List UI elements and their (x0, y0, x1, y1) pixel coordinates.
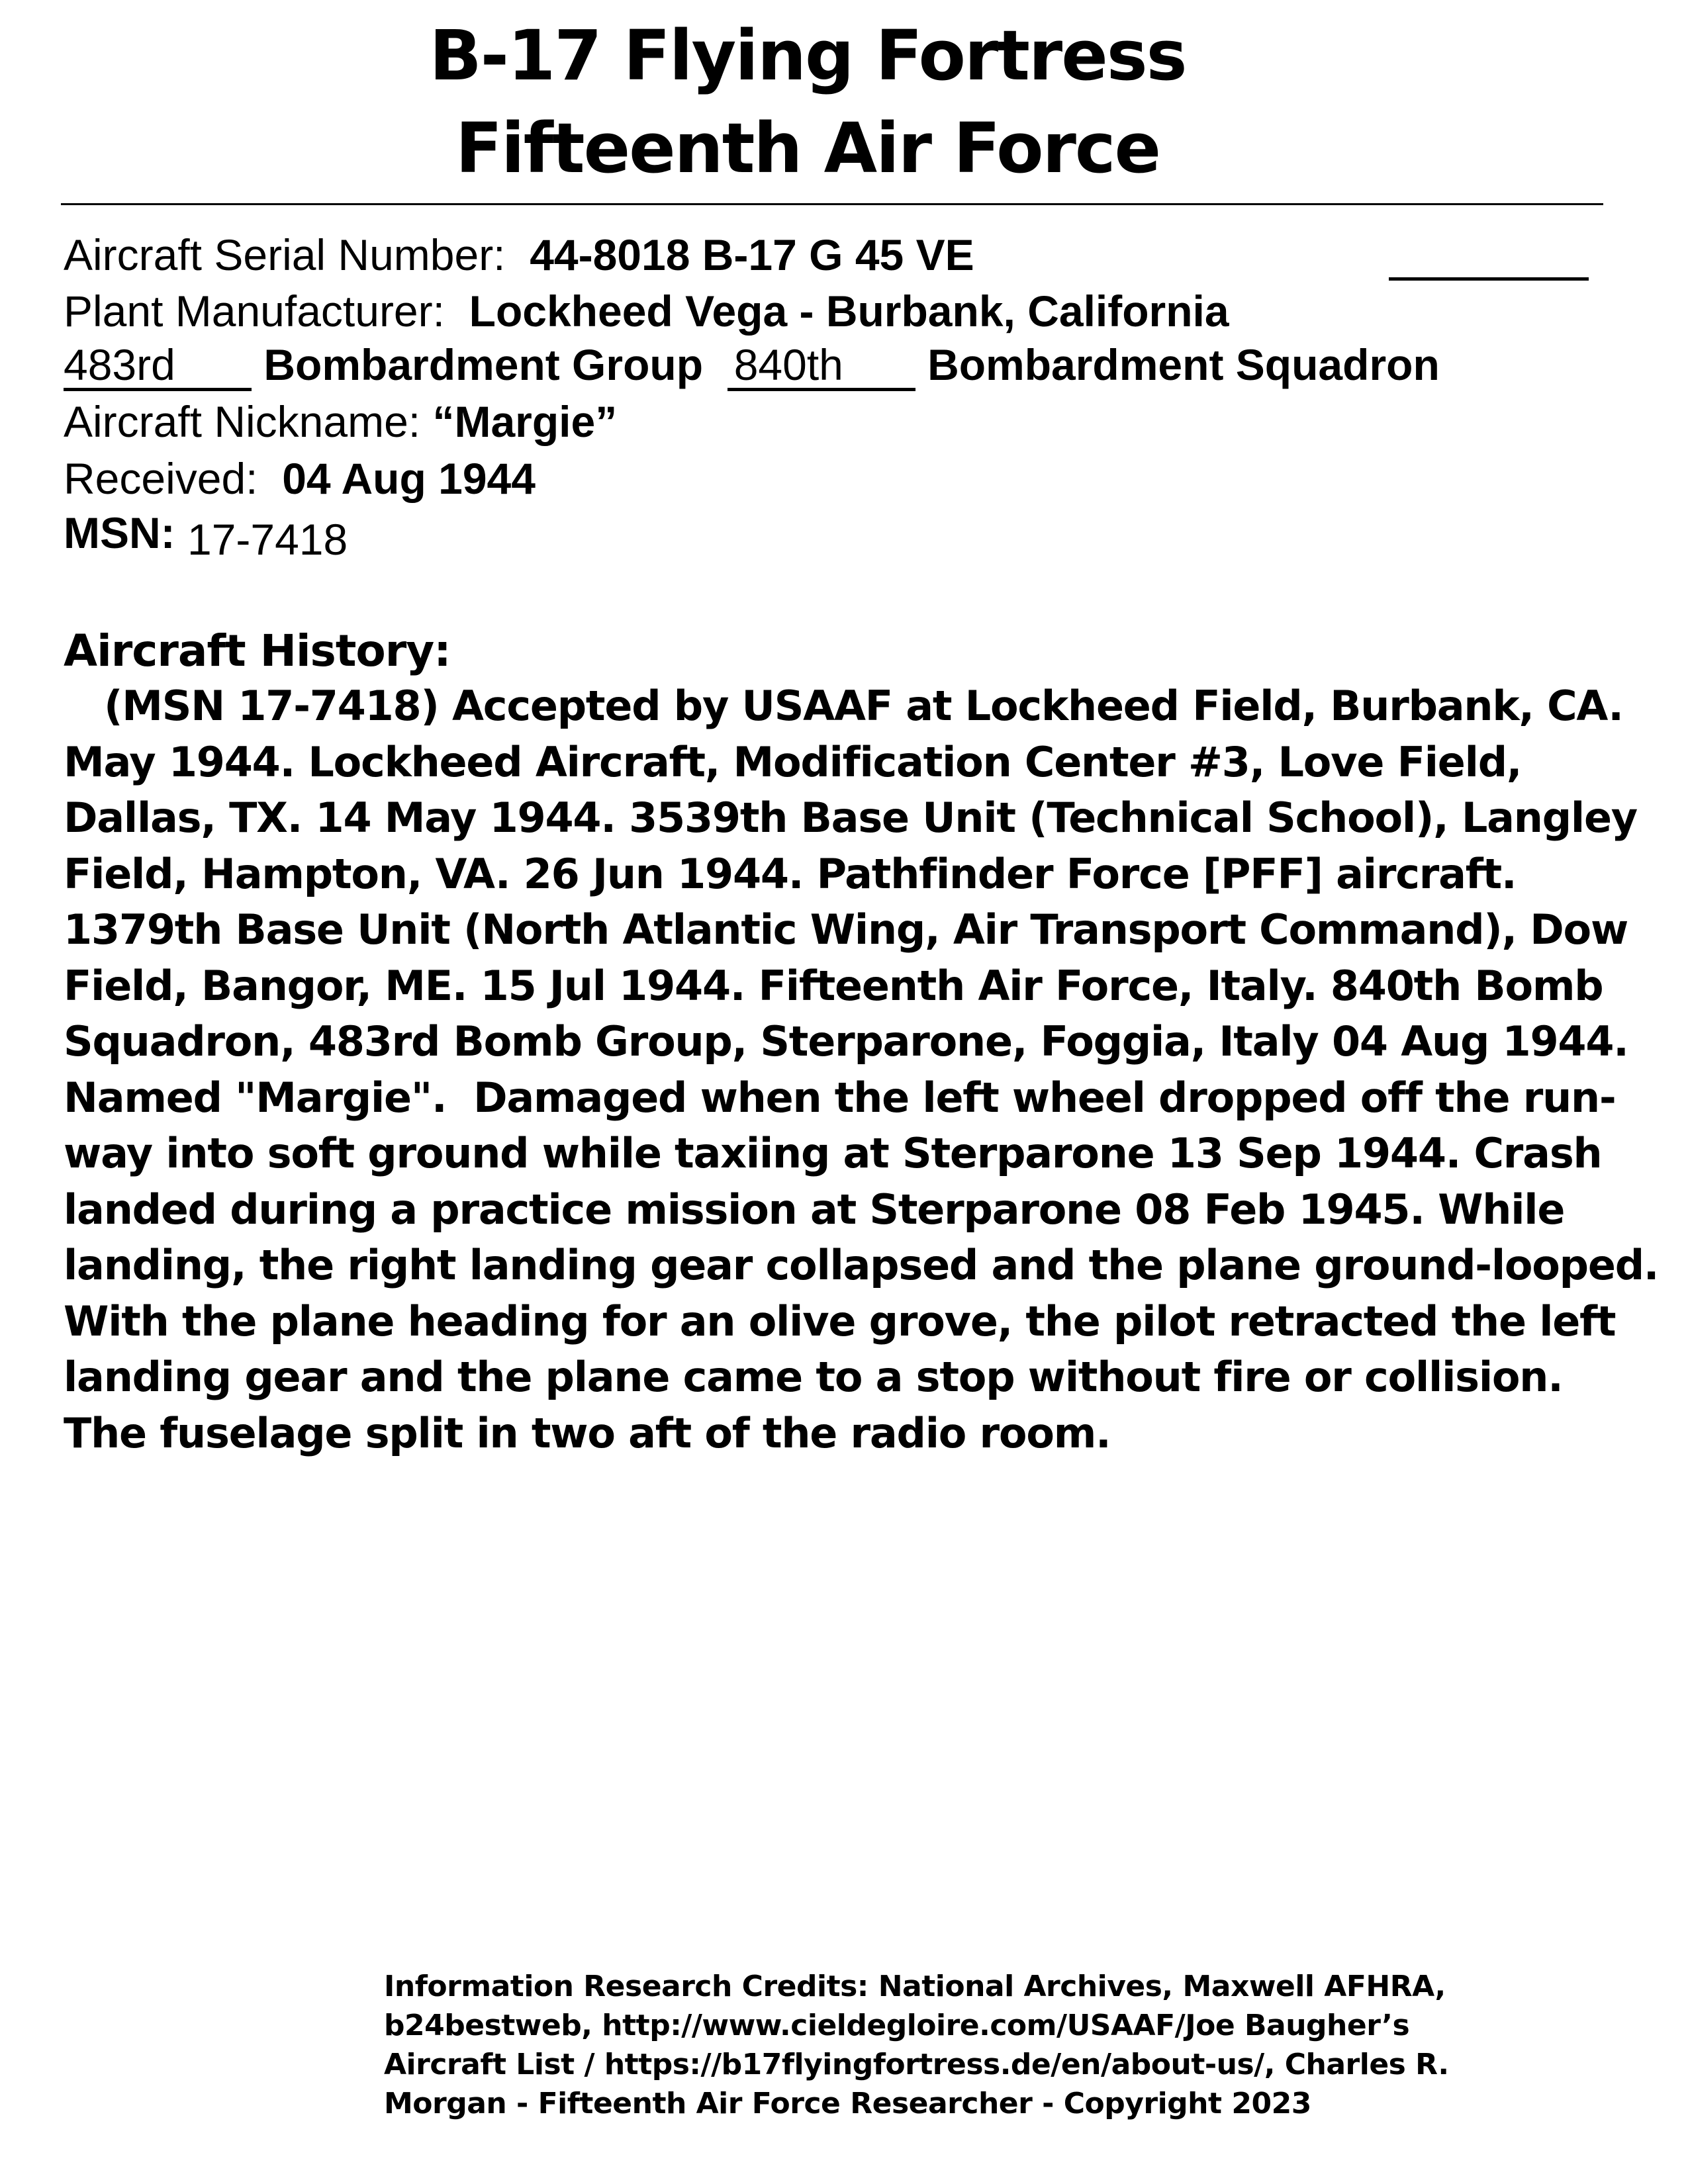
history-heading: Aircraft History: (64, 625, 451, 676)
history-line: Named "Margie". Damaged when the left wheel dropped off the run- (64, 1073, 1616, 1122)
history-line: Squadron, 483rd Bomb Group, Sterparone, Foggia, Italy 04 Aug 1944. (64, 1017, 1628, 1066)
squadron-number: 840th (727, 343, 915, 391)
msn-row (64, 508, 348, 564)
credits-line: Morgan - Fifteenth Air Force Researcher - Copyright 2023 (384, 2087, 1311, 2120)
received-value: 04 Aug 1944 (282, 454, 536, 503)
received-label: Received: (64, 454, 258, 503)
blank-fill-line (1389, 277, 1589, 281)
history-line: May 1944. Lockheed Aircraft, Modification Center #3, Love Field, (64, 737, 1522, 786)
history-line: With the plane heading for an olive grove, the pilot retracted the left (64, 1297, 1616, 1345)
credits-line: Aircraft List / https://b17flyingfortress.de/en/about-us/, Charles R. (384, 2048, 1449, 2081)
group-number: 483rd (64, 343, 252, 391)
history-line: The fuselage split in two aft of the radio room. (64, 1408, 1111, 1457)
serial-number-value: 44-8018 B-17 G 45 VE (530, 230, 974, 279)
history-line: (MSN 17-7418) Accepted by USAAF at Lockheed Field, Burbank, CA. (64, 682, 1623, 730)
group-squadron-row (64, 340, 1440, 391)
nickname-value: “Margie” (432, 397, 618, 446)
history-line: landed during a practice mission at Sterparone 08 Feb 1945. While (64, 1185, 1565, 1234)
msn-label: MSN: (64, 508, 175, 557)
history-line: landing gear and the plane came to a stop without fire or collision. (64, 1353, 1563, 1401)
history-line: way into soft ground while taxiing at Sterparone 13 Sep 1944. Crash (64, 1129, 1602, 1177)
msn-value: 17-7418 (187, 515, 348, 564)
serial-number-label: Aircraft Serial Number: (64, 230, 506, 279)
credits-line: Information Research Credits: National Archives, Maxwell AFHRA, (384, 1970, 1446, 2003)
nickname-label: Aircraft Nickname: (64, 397, 421, 446)
page-subtitle: Fifteenth Air Force (455, 108, 1160, 189)
serial-number-row (64, 230, 974, 279)
plant-manufacturer-row (64, 287, 1229, 336)
history-line: landing, the right landing gear collapsed and the plane ground-looped. (64, 1241, 1659, 1289)
nickname-row (64, 397, 618, 446)
group-label: Bombardment Group (263, 340, 704, 389)
squadron-label: Bombardment Squadron (927, 340, 1440, 389)
history-line: 1379th Base Unit (North Atlantic Wing, Air Transport Command), Dow (64, 905, 1628, 954)
credits-line: b24bestweb, http://www.cieldegloire.com/USAAF/Joe Baugher’s (384, 2009, 1410, 2042)
page-title: B-17 Flying Fortress (429, 15, 1186, 96)
research-credits (384, 1967, 1449, 2123)
history-line: Field, Bangor, ME. 15 Jul 1944. Fifteenth Air Force, Italy. 840th Bomb (64, 961, 1603, 1010)
plant-manufacturer-label: Plant Manufacturer: (64, 287, 445, 336)
history-line: Field, Hampton, VA. 26 Jun 1944. Pathfinder Force [PFF] aircraft. (64, 849, 1517, 898)
title-divider (61, 203, 1603, 205)
history-text (64, 678, 1659, 1461)
received-row (64, 454, 536, 503)
plant-manufacturer-value: Lockheed Vega - Burbank, California (469, 287, 1229, 336)
history-line: Dallas, TX. 14 May 1944. 3539th Base Unit (Technical School), Langley (64, 794, 1638, 842)
